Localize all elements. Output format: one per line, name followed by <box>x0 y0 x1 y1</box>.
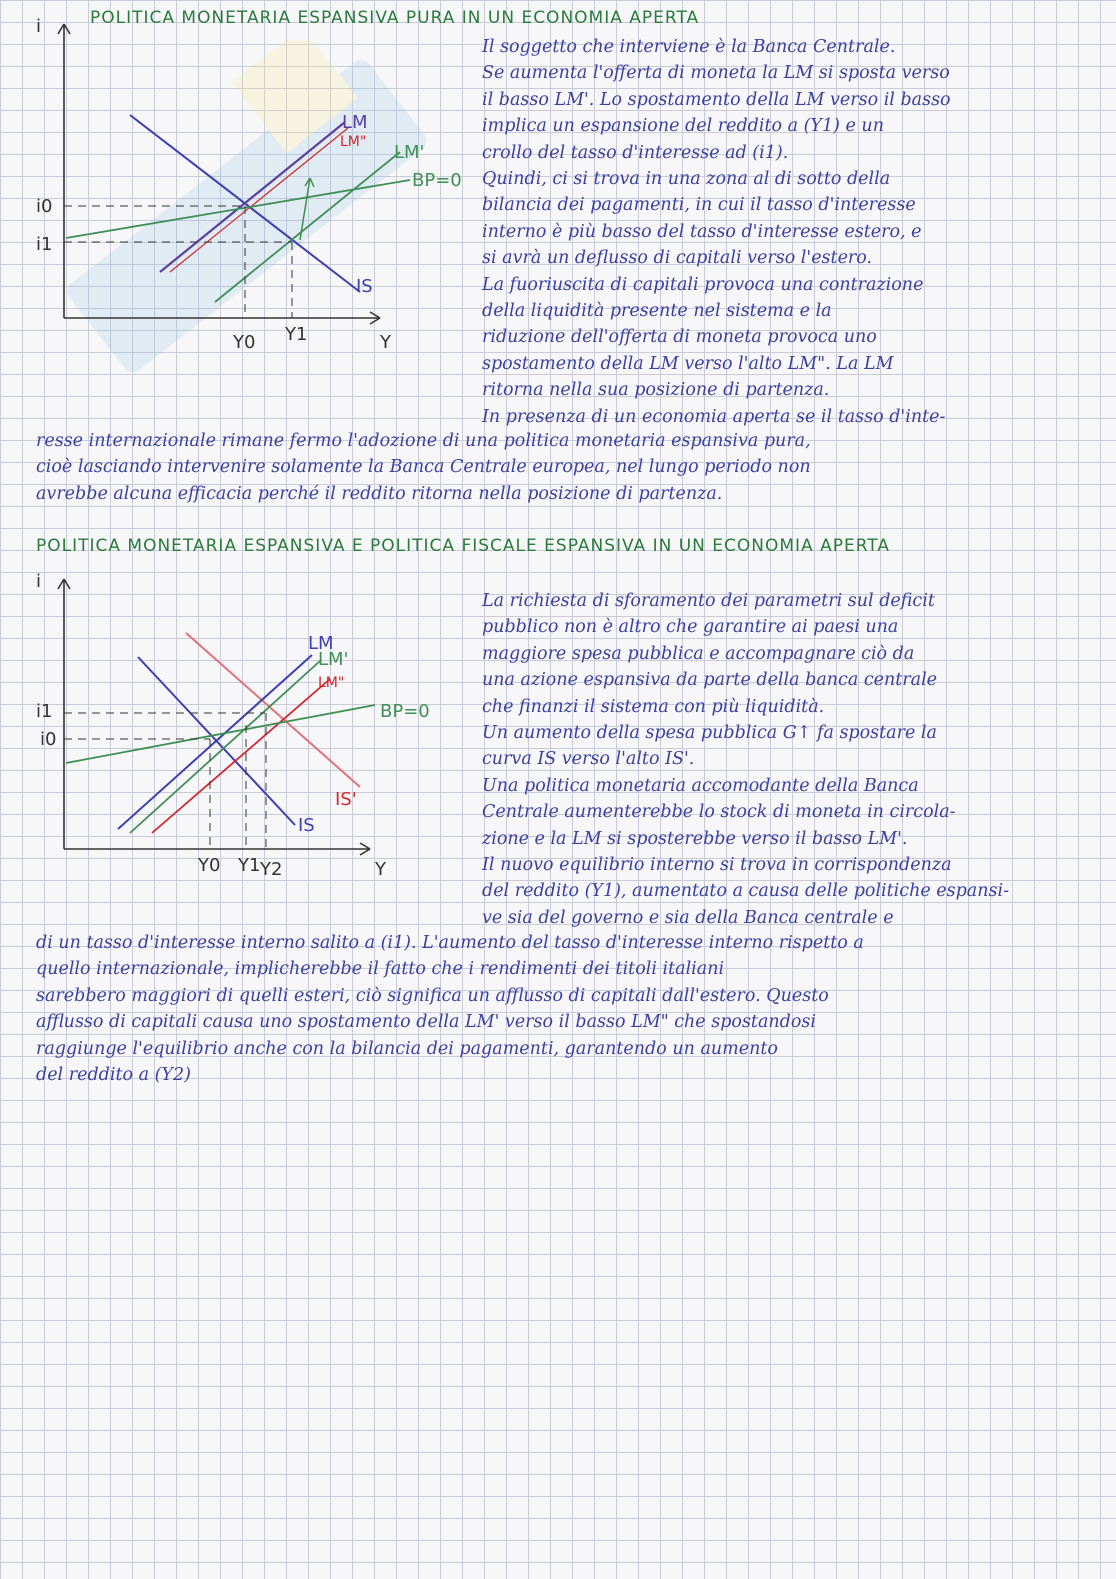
label-lm: LM <box>342 112 368 133</box>
paragraph-2 <box>482 588 1092 931</box>
tick-i1: i1 <box>36 701 53 722</box>
p2w-line: quello internazionale, implicherebbe il fatto che i rendimenti dei titoli italiani <box>36 959 725 980</box>
paragraph-1 <box>482 34 1092 430</box>
p2w-line: sarebbero maggiori di quelli esteri, ciò significa un afflusso di capitali dall'estero. Questo <box>36 985 829 1006</box>
p1w-line: avrebbe alcuna efficacia perché il reddito ritorna nella posizione di partenza. <box>36 483 723 504</box>
p1-line: In presenza di un economia aperta se il tasso d'inte- <box>482 406 946 427</box>
lm-curve <box>160 122 345 272</box>
lm-curve <box>118 655 312 829</box>
label-is: IS <box>356 276 373 297</box>
graph-2 <box>30 565 500 895</box>
tick-i0: i0 <box>36 196 53 217</box>
p2-line: La richiesta di sforamento dei parametri sul deficit <box>482 591 935 611</box>
tick-y0: Y0 <box>233 332 256 353</box>
lm-double-prime-curve <box>170 128 348 272</box>
p1-line: La fuoriuscita di capitali provoca una contrazione <box>482 274 924 295</box>
p1-line: il basso LM'. Lo spostamento della LM verso il basso <box>482 89 951 110</box>
p2-line: Una politica monetaria accomodante della Banca <box>482 775 919 796</box>
lm-prime-curve <box>130 661 320 833</box>
paragraph-1-wide <box>36 428 1096 507</box>
p1-line: bilancia dei pagamenti, in cui il tasso d'interesse <box>482 195 916 216</box>
graph-1 <box>30 10 510 370</box>
tick-y1: Y1 <box>285 324 308 345</box>
tick-y0: Y0 <box>198 855 221 876</box>
label-lm-prime: LM' <box>318 649 349 670</box>
p2-line: Centrale aumenterebbe lo stock di moneta in circola- <box>482 802 956 823</box>
p1-line: ritorna nella sua posizione di partenza. <box>482 380 830 401</box>
p2-line: maggiore spesa pubblica e accompagnare ciò da <box>482 643 915 664</box>
p1-line: della liquidità presente nel sistema e la <box>482 301 832 322</box>
bp-curve <box>66 180 410 238</box>
p2-line: zione e la LM si sposterebbe verso il basso LM'. <box>482 828 908 849</box>
label-is-prime: IS' <box>335 789 357 810</box>
bp-curve <box>66 705 375 763</box>
tick-i1: i1 <box>36 234 53 255</box>
p2-line: ve sia del governo e sia della Banca centrale e <box>482 907 894 928</box>
paragraph-2-wide <box>36 930 1096 1088</box>
p2w-line: del reddito a (Y2) <box>36 1065 191 1086</box>
p2-line: curva IS verso l'alto IS'. <box>482 749 695 770</box>
p1-line: spostamento della LM verso l'alto LM". La LM <box>482 353 894 374</box>
label-is: IS <box>298 815 315 836</box>
p1-line: Quindi, ci si trova in una zona al di sotto della <box>482 169 891 190</box>
p1-line: si avrà un deflusso di capitali verso l'estero. <box>482 248 873 269</box>
p1-line: interno è più basso del tasso d'interesse estero, e <box>482 221 922 242</box>
lm-double-prime-curve <box>152 679 330 833</box>
p1-line: riduzione dell'offerta di moneta provoca uno <box>482 327 877 348</box>
label-lm-double-prime: LM" <box>340 134 367 150</box>
p2w-line: di un tasso d'interesse interno salito a (i1). L'aumento del tasso d'interesse interno rispetto a <box>36 933 864 953</box>
label-lm-double-prime: LM" <box>318 675 345 691</box>
p2-line: una azione espansiva da parte della banca centrale <box>482 670 938 691</box>
axis-label-x: Y <box>375 859 386 880</box>
label-lm-prime: LM' <box>394 142 425 163</box>
p1w-line: resse internazionale rimane fermo l'adozione di una politica monetaria espansiva pura, <box>36 431 811 451</box>
p1-line: crollo del tasso d'interesse ad (i1). <box>482 142 789 163</box>
p1w-line: cioè lasciando intervenire solamente la Banca Centrale europea, nel lungo periodo non <box>36 457 811 478</box>
label-lm: LM <box>308 633 334 654</box>
p1-line: Se aumenta l'offerta di moneta la LM si sposta verso <box>482 63 950 84</box>
p2-line: Un aumento della spesa pubblica G↑ fa spostare la <box>482 723 937 744</box>
label-bp: BP=0 <box>380 701 430 722</box>
p2w-line: afflusso di capitali causa uno spostamento della LM' verso il basso LM" che spostandosi <box>36 1012 816 1033</box>
p2-line: pubblico non è altro che garantire ai paesi una <box>482 617 899 638</box>
section-title-2: POLITICA MONETARIA ESPANSIVA E POLITICA FISCALE ESPANSIVA IN UN ECONOMIA APERTA <box>36 536 890 556</box>
p2-line: del reddito (Y1), aumentato a causa delle politiche espansi- <box>482 881 1009 902</box>
section-title-1: POLITICA MONETARIA ESPANSIVA PURA IN UN ECONOMIA APERTA <box>90 8 700 28</box>
p2-line: che finanzi il sistema con più liquidità. <box>482 696 825 717</box>
tick-y1: Y1 <box>238 855 261 876</box>
p1-line: Il soggetto che interviene è la Banca Centrale. <box>482 37 896 57</box>
p1-line: implica un espansione del reddito a (Y1) e un <box>482 116 884 137</box>
p2-line: Il nuovo equilibrio interno si trova in corrispondenza <box>482 855 952 876</box>
axis-label-y: i <box>36 571 42 592</box>
label-bp: BP=0 <box>412 170 462 191</box>
axis-label-x: Y <box>380 332 391 353</box>
tick-i0: i0 <box>40 729 57 750</box>
axis-label-y: i <box>36 16 42 37</box>
tick-y2: Y2 <box>260 859 283 880</box>
p2w-line: raggiunge l'equilibrio anche con la bilancia dei pagamenti, garantendo un aumento <box>36 1038 778 1059</box>
